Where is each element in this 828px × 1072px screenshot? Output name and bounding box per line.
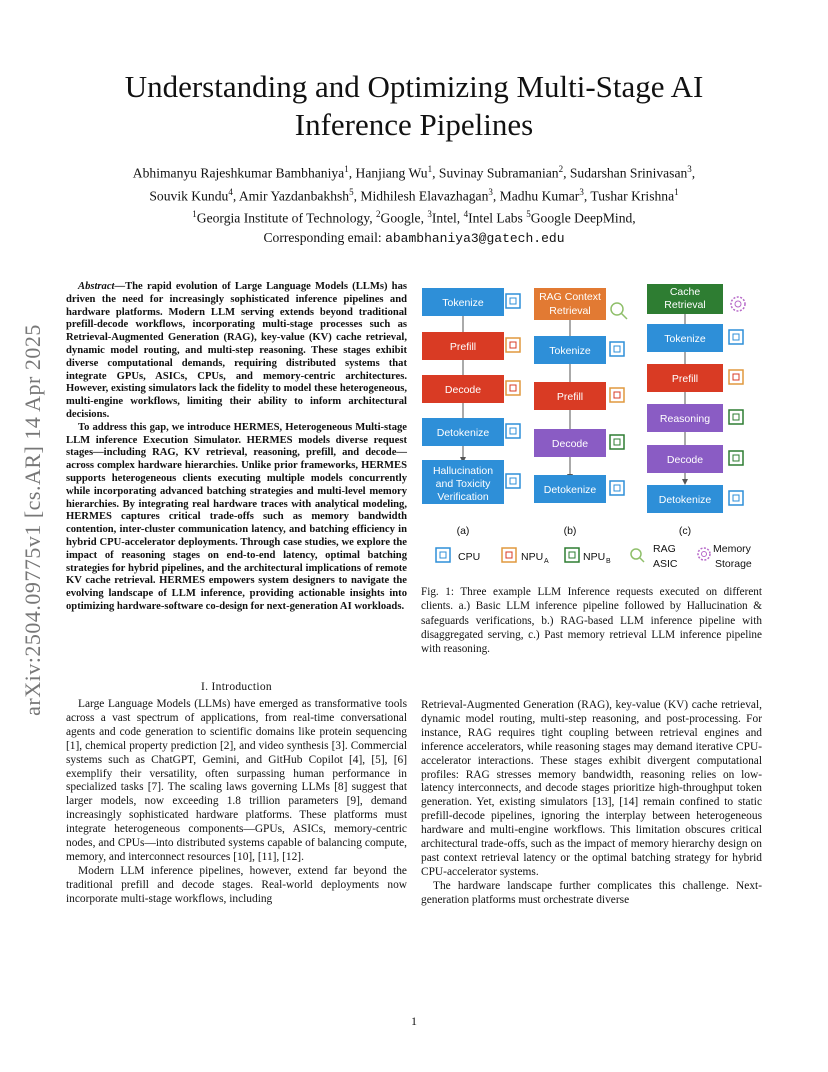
- svg-text:Retrieval: Retrieval: [549, 305, 591, 317]
- npu-a-chip-icon: [506, 381, 520, 395]
- author-block: Abhimanyu Rajeshkumar Bambhaniya$^1$, Hanjiang Wu$^1$, Suvinay Subramanian$^2$, Sudarshan Srinivasan$^3$, Souvik Kundu$^4$, Amir Yazdanbakhsh$^5$, Midhilesh Elavazhagan$^3$, Madhu Kumar$^3$, Tushar Krishna$^1$ $^1$Georgia Institute of Technology, $^2$Google, $^3$Intel, $^4$Intel Labs $^5$Google DeepMind, Corresponding email: abambhaniya3@gatech.edu: [40, 160, 788, 248]
- svg-text:Prefill: Prefill: [671, 373, 699, 385]
- pipeline-a: [422, 288, 520, 537]
- figure-1-pipeline-diagram: [420, 282, 762, 574]
- svg-text:Detokenize: Detokenize: [658, 494, 712, 506]
- npu-b-chip-icon: [729, 410, 743, 424]
- npu-a-chip-icon: [506, 338, 520, 352]
- pipeline-c: [647, 284, 745, 537]
- arxiv-stamp: arXiv:2504.09775v1 [cs.AR] 14 Apr 2025: [20, 324, 45, 716]
- npu-a-chip-icon: [502, 548, 516, 562]
- npu-a-chip-icon: [610, 388, 624, 402]
- memory-storage-icon: [731, 297, 745, 311]
- svg-text:Prefill: Prefill: [556, 391, 584, 403]
- svg-text:CPU: CPU: [458, 551, 481, 563]
- page-number: 1: [411, 1014, 417, 1028]
- magnifier-icon: [631, 549, 644, 562]
- svg-text:NPU: NPU: [583, 551, 606, 563]
- intro-right-column: Retrieval-Augmented Generation (RAG), key-value (KV) cache retrieval, dynamic model routing, multi-step reasoning, and post-processing. For instance, RAG requires tight coupling between retrieval engines and inference accelerators, while reasoning stages may demand iterative CPU-accelerator interactions. These stages exhibit divergent computational profiles: RAG stresses memory bandwidth, reasoning relies on low-latency interconnects, and decode stages prioritize high-throughput token generation. Yet, existing simulators [13], [14] remain confined to static prefill-decode pipelines, ignoring the interplay between heterogeneous hardware and multi-engine workflows. This limitation obscures critical architectural trade-offs, such as the impact of memory hierarchy design on past context retrieval latency or the optimal batching strategy for hybrid CPU-accelerator systems. The hardware landscape further complicates this challenge. Next-generation platforms must orchestrate diverse: [421, 699, 762, 906]
- svg-text:Decode: Decode: [551, 438, 589, 450]
- cpu-chip-icon: [436, 548, 450, 562]
- npu-a-chip-icon: [729, 370, 743, 384]
- svg-text:Tokenize: Tokenize: [664, 333, 706, 345]
- npu-b-chip-icon: [565, 548, 579, 562]
- svg-text:Decode: Decode: [666, 454, 704, 466]
- svg-text:Memory: Memory: [713, 543, 751, 555]
- svg-text:Detokenize: Detokenize: [436, 427, 490, 439]
- svg-text:and Toxicity: and Toxicity: [435, 478, 491, 490]
- svg-text:Reasoning: Reasoning: [659, 413, 711, 425]
- svg-text:Cache: Cache: [669, 286, 701, 298]
- svg-text:Retrieval: Retrieval: [664, 299, 706, 311]
- cpu-chip-icon: [729, 330, 743, 344]
- contact-line: Corresponding email: abambhaniya3@gatech.edu: [263, 229, 565, 246]
- cpu-chip-icon: [506, 474, 520, 488]
- svg-text:Tokenize: Tokenize: [549, 345, 591, 357]
- svg-text:B: B: [606, 558, 611, 565]
- intro-left-column: Large Language Models (LLMs) have emerged as transformative tools across a vast spectrum of applications, from real-time conversational agents and code generation to scientific domains like protein sequencing [1], chemical property prediction [2], and video synthesis [3]. Commercial systems such as ChatGPT, Gemini, and GitHub Copilot [4], [5], [6] exemplify their versatility, often surpassing human performance in specialized tasks [7]. The scaling laws governing LLMs [8] suggest that larger models, now exceeding 1.8 trillion parameters [9], demand increasingly sophisticated hardware platforms. These platforms must integrate heterogeneous components—GPUs, ASICs, memory-centric nodes, and CPUs—into distributed systems capable of balancing compute, memory, and interconnect resources [10], [11], [12]. Modern LLM inference pipelines, however, extend far beyond the traditional prefill and decode stages. Real-world deployments now incorporate multi-stage workflows, including: [66, 698, 407, 905]
- svg-text:ASIC: ASIC: [653, 558, 678, 570]
- svg-text:Verification: Verification: [437, 491, 489, 503]
- cpu-chip-icon: [506, 294, 520, 308]
- magnifier-icon: [611, 303, 627, 319]
- figure-1-caption: Fig. 1: Three example LLM Inference requests executed on different clients. a.) Basic LLM inference pipeline followed by Hallucination & safeguards verifications, b.) RAG-based LLM inference pipeline with disaggregated serving, c.) Past memory retrieval LLM inference pipeline with reasoning.: [421, 586, 762, 656]
- cpu-chip-icon: [610, 481, 624, 495]
- figure-legend: [436, 543, 752, 570]
- cpu-chip-icon: [610, 342, 624, 356]
- memory-storage-icon: [698, 548, 710, 560]
- paper-title: Understanding and Optimizing Multi-Stage AI Inference Pipelines: [124, 69, 704, 142]
- email-link[interactable]: abambhaniya3@gatech.edu: [385, 230, 565, 246]
- svg-text:(a): (a): [456, 525, 470, 537]
- svg-text:RAG Context: RAG Context: [539, 291, 601, 303]
- npu-b-chip-icon: [729, 451, 743, 465]
- cpu-chip-icon: [506, 424, 520, 438]
- affiliations: $^1$Georgia Institute of Technology, $^2$Google, $^3$Intel, $^4$Intel Labs $^5$Google DeepMind,: [192, 209, 636, 226]
- svg-text:Hallucination: Hallucination: [432, 465, 494, 477]
- svg-text:Tokenize: Tokenize: [442, 297, 484, 309]
- svg-text:Prefill: Prefill: [449, 341, 477, 353]
- pipeline-b: [534, 288, 627, 537]
- svg-text:(b): (b): [563, 525, 577, 537]
- abstract: Abstract—The rapid evolution of Large Language Models (LLMs) has driven the need for increasingly sophisticated inference pipelines and hardware platforms. Modern LLM serving extends beyond traditional prefill-decode workflows, incorporating multi-stage processes such as Retrieval-Augmented Generation (RAG), key-value (KV) cache retrieval, dynamic model routing, and multi-step reasoning. These stages exhibit diverse computational demands, requiring distributed systems that integrate GPUs, ASICs, CPUs, and memory-centric architectures. However, existing simulators lack the fidelity to model these heterogeneous, multi-engine workflows, limiting their ability to inform architectural decisions. To address this gap, we introduce HERMES, Heterogeneous Multi-stage LLM inference Execution Simulator. HERMES models diverse request stages—including RAG, KV retrieval, reasoning, prefill, and decode—across complex hardware hierarchies. Unlike prior frameworks, HERMES supports heterogeneous clients executing multiple models concurrently while incorporating advanced batching strategies and multi-level memory hierarchies. By integrating real hardware traces with analytical modeling, HERMES captures critical trade-offs such as memory bandwidth contention, inter-cluster communication latency, and batching efficiency in hybrid CPU-accelerator deployments. Through case studies, we explore the impact of reasoning stages on end-to-end latency, optimal batching strategies for hybrid pipelines, and the architectural implications of remote KV cache retrieval. HERMES empowers system designers to navigate the evolving landscape of LLM inference, providing actionable insights into optimizing hardware-software co-design for next-generation AI workloads.: [66, 281, 407, 612]
- svg-text:Decode: Decode: [444, 384, 482, 396]
- svg-text:RAG: RAG: [653, 543, 676, 555]
- svg-text:Storage: Storage: [715, 558, 752, 570]
- svg-text:A: A: [544, 558, 549, 565]
- npu-b-chip-icon: [610, 435, 624, 449]
- cpu-chip-icon: [729, 491, 743, 505]
- svg-text:NPU: NPU: [521, 551, 544, 563]
- svg-text:Detokenize: Detokenize: [543, 484, 597, 496]
- svg-text:(c): (c): [678, 525, 692, 537]
- section-heading-introduction: I. Introduction: [201, 681, 272, 693]
